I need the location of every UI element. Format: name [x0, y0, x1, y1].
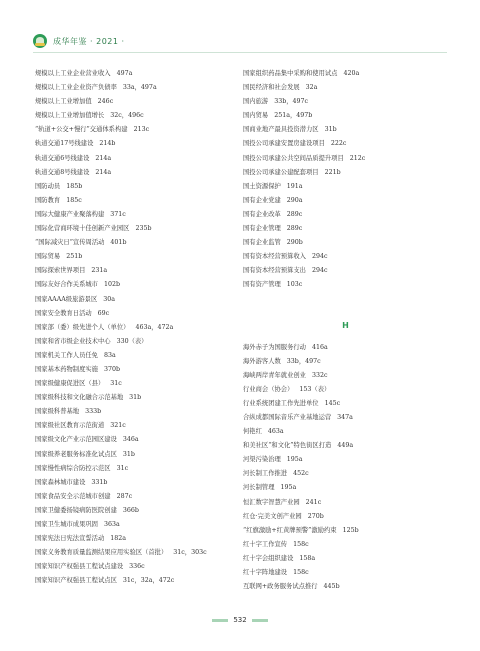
index-page-ref: 158a [299, 554, 316, 562]
index-page-ref: 463a，472a [135, 323, 174, 331]
index-page-ref: 370b [103, 365, 121, 373]
index-entry [243, 467, 448, 481]
index-page-ref: 289c [286, 210, 303, 218]
index-term: 规模以上工业增加值增长 [35, 112, 105, 120]
index-entry [243, 425, 448, 439]
index-entry [35, 363, 235, 377]
index-term: 国家级养老服务标准化试点区 [35, 450, 117, 458]
index-page-ref: 213c [133, 126, 150, 134]
index-term: 和美社区“和文化”特色街区打造 [243, 442, 332, 450]
index-entry [243, 123, 448, 137]
index-entry [35, 67, 235, 81]
index-entry [35, 194, 235, 208]
index-page-ref: 195a [286, 456, 303, 464]
index-page-ref: 31c，303c [173, 549, 207, 557]
index-entry [243, 81, 448, 95]
index-term: 行业系统团建工作先进单位 [243, 399, 319, 407]
index-page-ref: 214a [95, 154, 112, 162]
index-page-ref: 363a [103, 521, 120, 528]
index-page-ref: 294c [311, 267, 328, 275]
index-page-ref: 191a [286, 182, 303, 190]
index-entry [35, 81, 235, 95]
index-entry [35, 109, 235, 123]
index-entry [243, 496, 448, 510]
index-entry [35, 137, 235, 151]
index-entry [35, 349, 235, 363]
index-term: 合纵成都国际音乐产业基地运营 [243, 413, 332, 421]
index-term: 国家森林城市建设 [35, 478, 86, 486]
index-page-ref: 185b [66, 182, 83, 190]
index-term: 国有资本经营预算支出 [243, 267, 306, 275]
index-term: 国防动员 [35, 182, 61, 190]
index-entry [35, 532, 235, 546]
index-page-ref: 463a [267, 428, 284, 436]
index-entry [35, 560, 235, 574]
index-entry [243, 566, 448, 580]
index-term: 国家和省市级企业技术中心 [35, 337, 111, 345]
index-term: 国际探索世界项目 [35, 267, 86, 275]
index-entry [35, 433, 235, 447]
index-term: 何艳红 [243, 428, 262, 436]
header-divider [33, 52, 447, 53]
index-entry [243, 510, 448, 524]
page-footer [0, 616, 480, 624]
index-term: 国家知识产权强县工程试点建设 [35, 563, 124, 571]
index-term: 轨道交通17号线建设 [35, 140, 94, 148]
index-term: “国际减灾日”宣传周活动 [35, 239, 105, 247]
index-page-ref: 185c [66, 196, 82, 204]
index-term: 轨道交通6号线建设 [35, 154, 90, 162]
index-term: 红十字会组织建设 [243, 554, 294, 562]
section-letter-heading: H [342, 320, 349, 330]
index-page-ref: 294c [311, 253, 328, 261]
index-column-left [35, 67, 235, 588]
index-page-ref: 222c [330, 140, 347, 148]
index-entry [35, 546, 235, 560]
index-term: 国家机关工作人员任免 [35, 351, 98, 359]
index-entry [243, 355, 448, 369]
index-term: 国家安全教育日活动 [35, 309, 92, 317]
index-page-ref: 83a [103, 351, 116, 359]
index-page-ref: 33a，497a [122, 84, 157, 92]
index-page-ref: 270b [307, 512, 324, 520]
index-term: 国有企业改革 [243, 210, 281, 218]
index-term: 规模以上工业企业资产负债率 [35, 84, 117, 92]
index-entry [35, 278, 235, 292]
index-page-ref: 102b [103, 281, 121, 289]
index-page-ref: 231a [91, 267, 108, 275]
index-term: 国投公司承建安置房建设项目 [243, 140, 325, 148]
index-term: 国有企业管理 [243, 225, 281, 233]
index-entry [35, 518, 235, 532]
index-term: 红十字工作宣传 [243, 540, 288, 548]
index-term: 互联网+政务服务试点推行 [243, 583, 318, 591]
index-entry [35, 335, 235, 349]
index-term: 国防教育 [35, 196, 61, 204]
index-page-ref: 333b [85, 408, 102, 416]
index-page-ref: 33b，497c [286, 357, 321, 365]
index-entry [35, 264, 235, 278]
index-page-ref: 420a [343, 70, 360, 77]
index-page-ref: 221b [324, 168, 341, 176]
index-page-ref: 290b [286, 239, 303, 247]
index-page-ref: 32c，496c [110, 112, 144, 120]
index-entry [35, 166, 235, 180]
index-entry [243, 580, 448, 594]
index-page-ref: 31c [110, 380, 122, 388]
index-term: 河长制工作推进 [243, 470, 288, 478]
index-page-ref: 347a [337, 413, 353, 421]
index-term: 河渠污染治理 [243, 456, 281, 464]
index-group-h [243, 341, 448, 595]
index-entry [35, 123, 235, 137]
index-page-ref: 251a，497b [274, 112, 313, 120]
index-page-ref: 125b [342, 526, 359, 534]
index-entry [243, 137, 448, 151]
index-entry [35, 462, 235, 476]
index-entry [243, 397, 448, 411]
index-term: 国际化营商环境十佳创新产业园区 [35, 225, 130, 233]
index-term: 国家AAAA级旅游景区 [35, 295, 98, 303]
index-page-ref: 331b [91, 478, 108, 486]
index-entry [35, 476, 235, 490]
index-entry [243, 67, 448, 81]
index-term: 海峡两岸青年就业创业 [243, 371, 306, 379]
index-term: 国家卫健委扬镜病防医院创建 [35, 506, 117, 514]
index-term: 国家级科技和文化融合示范基地 [35, 394, 124, 402]
yearbook-logo-icon [33, 34, 47, 48]
index-entry [243, 369, 448, 383]
index-term: 国家级健康促进区（县） [35, 380, 105, 388]
index-page-ref: 195a [280, 484, 297, 492]
index-entry [243, 250, 448, 264]
index-term: 国家级社区教育示范街道 [35, 422, 105, 430]
index-term: 红仓·完美文创产业园 [243, 512, 302, 520]
index-entry [243, 341, 448, 355]
index-page-ref: 235b [135, 225, 152, 233]
index-entry [243, 236, 448, 250]
index-entry [35, 307, 235, 321]
index-term: 国家级科普基地 [35, 408, 80, 416]
index-term: 国土资源保护 [243, 182, 281, 190]
index-entry [243, 538, 448, 552]
index-page-ref: 321c [110, 422, 126, 430]
index-entry [243, 411, 448, 425]
index-entry [35, 236, 235, 250]
index-term: 国家知识产权强县工程试点区 [35, 577, 117, 585]
index-page-ref: 289c [286, 225, 303, 233]
index-entry [35, 419, 235, 433]
index-entry [35, 405, 235, 419]
index-page-ref: 346a [122, 436, 139, 444]
index-entry [243, 152, 448, 166]
index-page-ref: 246c [97, 98, 114, 106]
index-page-ref: 31b [122, 450, 135, 458]
index-page-ref: 30a [103, 295, 116, 303]
index-page-ref: 371c [110, 210, 126, 218]
index-entry [243, 453, 448, 467]
index-term: 国家食品安全示范城市创建 [35, 492, 111, 500]
index-term: 国际友好合作关系城市 [35, 281, 98, 289]
index-term: 国投公司承建公建配套项目 [243, 168, 319, 176]
index-entry [243, 278, 448, 292]
index-term: 国投公司承建公共空间品质提升项目 [243, 154, 344, 162]
index-term: 国商业地产最具投资潜力区 [243, 126, 319, 134]
index-page-ref: 251b [66, 253, 83, 261]
index-page-ref: 330（表） [116, 337, 148, 345]
index-term: “轨道+公交+慢行”交通体系构建 [35, 126, 128, 134]
index-page-ref: 452c [293, 470, 309, 478]
index-page-ref: 145c [324, 399, 341, 407]
index-term: 国家义务教育质量监测结果应用实验区（首批） [35, 549, 168, 557]
index-entry [35, 448, 235, 462]
index-term: 国内旅游 [243, 98, 269, 106]
index-page-ref: 212c [349, 154, 366, 162]
index-entry [243, 264, 448, 278]
index-entry [35, 222, 235, 236]
footer-decoration-left [212, 619, 228, 622]
index-entry [35, 504, 235, 518]
index-page-ref: 241c [305, 498, 322, 506]
index-entry [35, 152, 235, 166]
index-term: 国家宪法日宪法宣誓活动 [35, 535, 105, 543]
index-entry [243, 208, 448, 222]
index-entry [243, 222, 448, 236]
index-page-ref: 497a [116, 70, 133, 77]
index-page-ref: 287c [116, 492, 133, 500]
index-entry [243, 524, 448, 538]
index-entry [243, 109, 448, 123]
index-page-ref: 401b [110, 239, 127, 247]
index-entry [35, 574, 235, 588]
index-page-ref: 290a [286, 196, 303, 204]
index-term: 国有资产管理 [243, 281, 281, 289]
index-page-ref: 214a [95, 168, 112, 176]
page-header [33, 34, 125, 48]
index-term: 轨道交通8号线建设 [35, 168, 90, 176]
index-page-ref: 214b [99, 140, 116, 148]
index-page-ref: 416a [311, 343, 328, 351]
index-term: 国家部（委）级先进个人（单位） [35, 323, 130, 331]
index-term: 国有企业党建 [243, 196, 281, 204]
index-page-ref: 31b [129, 394, 142, 402]
index-term: 国内贸易 [243, 112, 269, 120]
index-term: 规模以上工业企业营业收入 [35, 70, 111, 77]
index-term: 恒汇数字智慧产业园 [243, 498, 300, 506]
index-page-ref: 31c [116, 464, 129, 472]
index-term: 规模以上工业增加值 [35, 98, 92, 106]
index-entry [243, 180, 448, 194]
index-entry [243, 439, 448, 453]
running-title: 成华年鉴 · 2021 · [53, 36, 125, 46]
index-entry [243, 194, 448, 208]
index-page-ref: 336c [129, 563, 145, 571]
index-term: 国家基本药物制度实施 [35, 365, 98, 373]
index-entry [35, 180, 235, 194]
index-group-g [243, 67, 448, 293]
index-entry [35, 321, 235, 335]
footer-decoration-right [252, 619, 268, 622]
index-page-ref: 153（表） [299, 385, 331, 393]
index-page-ref: 31c，32a，472c [122, 577, 175, 585]
index-term: 国家慢性病综合防控示范区 [35, 464, 111, 472]
index-page-ref: 366b [122, 506, 139, 514]
index-page-ref: 158c [293, 540, 309, 548]
index-entry [243, 166, 448, 180]
index-entry [35, 293, 235, 307]
index-term: 国际大健康产业聚落构建 [35, 210, 105, 218]
index-term: 河长制管理 [243, 484, 275, 492]
index-page-ref: 69c [97, 309, 110, 317]
index-term: 国有企业监管 [243, 239, 281, 247]
index-page-ref: 445b [323, 583, 340, 591]
index-term: “红旗激励+红黄牌预警”激励约束 [243, 526, 337, 534]
index-column-right [243, 67, 448, 594]
index-page-ref: 332c [311, 371, 328, 379]
index-page-ref: 449a [337, 442, 354, 450]
index-entry [243, 95, 448, 109]
index-page-ref: 103c [286, 281, 303, 289]
index-entry [35, 95, 235, 109]
page-number: 532 [233, 616, 247, 624]
index-term: 行业商会（协会） [243, 385, 294, 393]
index-page-ref: 32a [305, 84, 318, 92]
index-entry [243, 481, 448, 495]
index-entry [35, 490, 235, 504]
group-spacer [243, 293, 448, 311]
index-page-ref: 182a [110, 535, 127, 543]
index-entry [243, 552, 448, 566]
index-term: 海外赤子为国服务行动 [243, 343, 306, 351]
index-page-ref: 33b，497c [274, 98, 309, 106]
index-entry [35, 250, 235, 264]
index-page-ref: 158c [293, 569, 309, 576]
index-term: 国家组织药品集中采购和使用试点 [243, 70, 338, 77]
index-entry [35, 208, 235, 222]
index-entry [35, 391, 235, 405]
index-term: 红十字阵地建设 [243, 569, 288, 576]
index-page-ref: 31b [324, 126, 337, 134]
index-term: 海外游客人数 [243, 357, 281, 365]
index-term: 国际贸易 [35, 253, 61, 261]
index-term: 国有资本经营预算收入 [243, 253, 306, 261]
index-entry [243, 383, 448, 397]
index-term: 国家级文化产业示范园区建设 [35, 436, 117, 444]
index-term: 国家卫生城市成果巩固 [35, 521, 98, 528]
index-term: 国民经济和社会发展 [243, 84, 300, 92]
index-entry [35, 377, 235, 391]
